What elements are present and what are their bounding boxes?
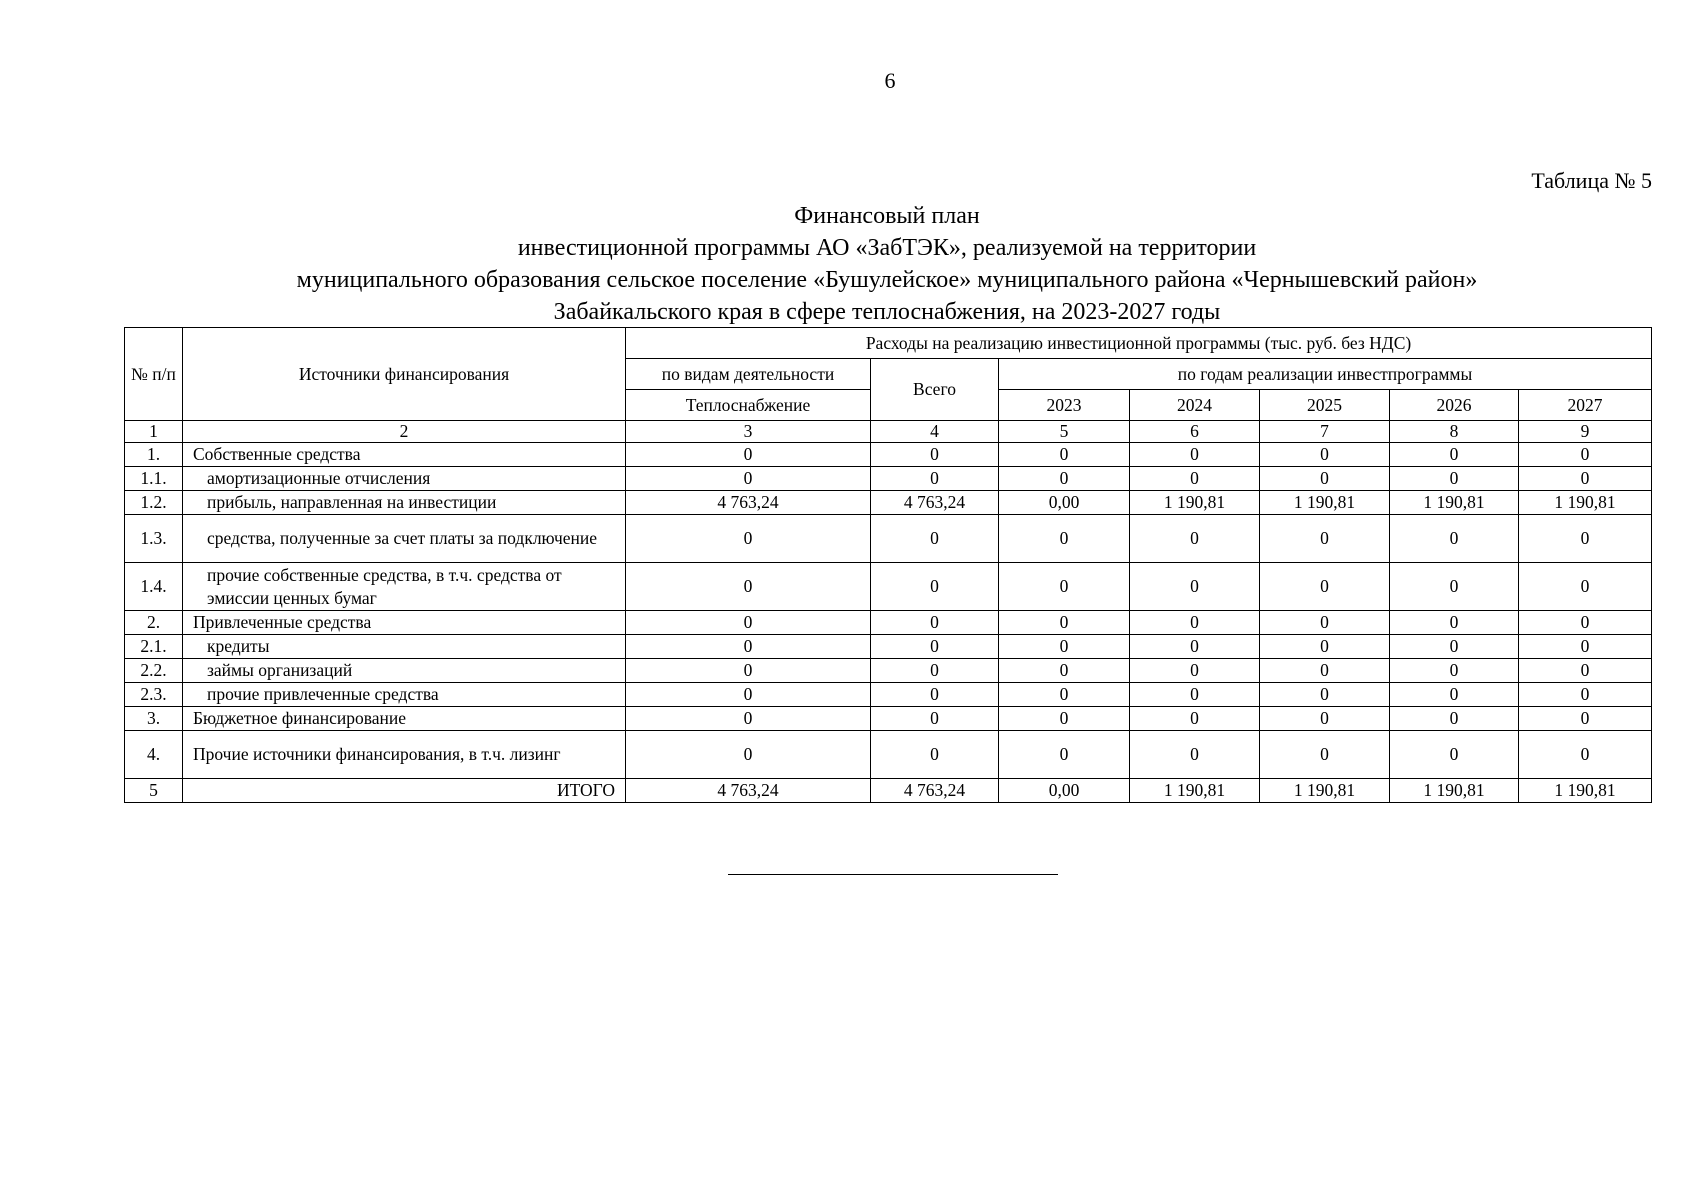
total-value-cell: 1 190,81 <box>1390 779 1519 803</box>
total-value-cell: 4 763,24 <box>626 779 871 803</box>
total-value-cell: 1 190,81 <box>1519 779 1652 803</box>
value-cell: 0 <box>1519 563 1652 611</box>
value-cell: 0 <box>1390 515 1519 563</box>
value-cell: 0,00 <box>999 491 1130 515</box>
value-cell: 0 <box>1519 683 1652 707</box>
header-year: 2025 <box>1260 390 1390 421</box>
value-cell: 0 <box>1519 659 1652 683</box>
value-cell: 0 <box>626 659 871 683</box>
value-cell: 0 <box>1260 443 1390 467</box>
header-expenses: Расходы на реализацию инвестиционной программы (тыс. руб. без НДС) <box>626 328 1652 359</box>
value-cell: 0 <box>1260 659 1390 683</box>
source-name: средства, полученные за счет платы за подключение <box>183 515 626 563</box>
value-cell: 1 190,81 <box>1130 491 1260 515</box>
end-divider <box>728 874 1058 875</box>
value-cell: 0 <box>1260 707 1390 731</box>
header-total: Всего <box>871 359 999 421</box>
column-number: 8 <box>1390 421 1519 443</box>
header-sources: Источники финансирования <box>183 328 626 421</box>
total-value-cell: 1 190,81 <box>1130 779 1260 803</box>
total-value-cell: 1 190,81 <box>1260 779 1390 803</box>
column-number: 2 <box>183 421 626 443</box>
value-cell: 0 <box>1130 635 1260 659</box>
value-cell: 0 <box>626 467 871 491</box>
value-cell: 1 190,81 <box>1519 491 1652 515</box>
value-cell: 0 <box>626 707 871 731</box>
value-cell: 0 <box>1519 635 1652 659</box>
column-number: 6 <box>1130 421 1260 443</box>
column-number: 1 <box>125 421 183 443</box>
table-label: Таблица № 5 <box>1531 168 1652 193</box>
table-row <box>125 611 1652 635</box>
value-cell: 0 <box>871 683 999 707</box>
value-cell: 0 <box>871 707 999 731</box>
row-number: 2.3. <box>125 683 183 707</box>
column-number: 7 <box>1260 421 1390 443</box>
value-cell: 0 <box>1260 635 1390 659</box>
source-name: прочие собственные средства, в т.ч. средства от эмиссии ценных бумаг <box>183 563 626 611</box>
row-number: 2.2. <box>125 659 183 683</box>
value-cell: 0 <box>626 563 871 611</box>
table-row <box>125 635 1652 659</box>
column-number: 9 <box>1519 421 1652 443</box>
header-by-years: по годам реализации инвестпрограммы <box>999 359 1652 390</box>
source-name: Привлеченные средства <box>183 611 626 635</box>
value-cell: 0 <box>1260 563 1390 611</box>
value-cell: 0 <box>999 443 1130 467</box>
table-row <box>125 467 1652 491</box>
value-cell: 0 <box>1390 731 1519 779</box>
value-cell: 0 <box>871 731 999 779</box>
value-cell: 0 <box>1260 515 1390 563</box>
row-number: 1.4. <box>125 563 183 611</box>
title-line: инвестиционной программы АО «ЗабТЭК», реализуемой на территории <box>517 235 1257 261</box>
value-cell: 0 <box>999 659 1130 683</box>
value-cell: 0 <box>1130 563 1260 611</box>
table-row <box>125 683 1652 707</box>
source-name: прочие привлеченные средства <box>183 683 626 707</box>
row-number: 1. <box>125 443 183 467</box>
value-cell: 0 <box>871 515 999 563</box>
value-cell: 0 <box>1130 659 1260 683</box>
value-cell: 0 <box>1390 467 1519 491</box>
column-number: 4 <box>871 421 999 443</box>
title-line: Забайкальского края в сфере теплоснабжения, на 2023-2027 годы <box>553 299 1221 325</box>
total-label: ИТОГО <box>183 779 626 803</box>
row-number: 5 <box>125 779 183 803</box>
value-cell: 0 <box>1130 707 1260 731</box>
value-cell: 0 <box>1390 683 1519 707</box>
source-name: амортизационные отчисления <box>183 467 626 491</box>
value-cell: 0 <box>1390 707 1519 731</box>
row-number: 2.1. <box>125 635 183 659</box>
value-cell: 0 <box>871 659 999 683</box>
value-cell: 0 <box>626 443 871 467</box>
source-name: прибыль, направленная на инвестиции <box>183 491 626 515</box>
header-year: 2023 <box>999 390 1130 421</box>
value-cell: 0 <box>1260 683 1390 707</box>
source-name: Прочие источники финансирования, в т.ч. лизинг <box>183 731 626 779</box>
source-name: Собственные средства <box>183 443 626 467</box>
value-cell: 0 <box>1390 443 1519 467</box>
header-year: 2026 <box>1390 390 1519 421</box>
table-row <box>125 659 1652 683</box>
column-number: 5 <box>999 421 1130 443</box>
column-number: 3 <box>626 421 871 443</box>
header-num: № п/п <box>125 328 183 421</box>
value-cell: 0 <box>999 611 1130 635</box>
total-value-cell: 0,00 <box>999 779 1130 803</box>
row-number: 1.3. <box>125 515 183 563</box>
title-line: муниципального образования сельское поселение «Бушулейское» муниципального района «Чернышевский район» <box>296 267 1478 293</box>
row-number: 2. <box>125 611 183 635</box>
value-cell: 0 <box>1390 659 1519 683</box>
financial-plan-table <box>124 327 1652 803</box>
value-cell: 0 <box>626 731 871 779</box>
value-cell: 0 <box>1519 731 1652 779</box>
value-cell: 0 <box>626 515 871 563</box>
table-row <box>125 443 1652 467</box>
source-name: Бюджетное финансирование <box>183 707 626 731</box>
table-row <box>125 707 1652 731</box>
value-cell: 1 190,81 <box>1390 491 1519 515</box>
value-cell: 0 <box>999 467 1130 491</box>
value-cell: 0 <box>999 563 1130 611</box>
value-cell: 0 <box>1130 467 1260 491</box>
value-cell: 0 <box>1130 611 1260 635</box>
table-row <box>125 515 1652 563</box>
value-cell: 0 <box>1519 515 1652 563</box>
value-cell: 4 763,24 <box>871 491 999 515</box>
value-cell: 0 <box>1130 731 1260 779</box>
value-cell: 0 <box>999 731 1130 779</box>
value-cell: 0 <box>1390 611 1519 635</box>
value-cell: 0 <box>1130 443 1260 467</box>
table-row <box>125 491 1652 515</box>
value-cell: 0 <box>999 707 1130 731</box>
header-heat-supply: Теплоснабжение <box>626 390 871 421</box>
title-line: Финансовый план <box>794 203 980 229</box>
table-row <box>125 731 1652 779</box>
total-value-cell: 4 763,24 <box>871 779 999 803</box>
page-number: 6 <box>884 68 896 93</box>
value-cell: 0 <box>1130 515 1260 563</box>
value-cell: 1 190,81 <box>1260 491 1390 515</box>
value-cell: 0 <box>871 467 999 491</box>
header-by-activity: по видам деятельности <box>626 359 871 390</box>
value-cell: 0 <box>1260 731 1390 779</box>
row-number: 1.2. <box>125 491 183 515</box>
source-name: займы организаций <box>183 659 626 683</box>
value-cell: 0 <box>626 635 871 659</box>
value-cell: 0 <box>1390 635 1519 659</box>
value-cell: 0 <box>871 443 999 467</box>
value-cell: 0 <box>1130 683 1260 707</box>
value-cell: 0 <box>871 635 999 659</box>
total-row <box>125 779 1652 803</box>
value-cell: 0 <box>1260 611 1390 635</box>
value-cell: 0 <box>626 611 871 635</box>
document-title <box>124 200 1650 328</box>
row-number: 4. <box>125 731 183 779</box>
value-cell: 0 <box>999 635 1130 659</box>
value-cell: 0 <box>1519 611 1652 635</box>
value-cell: 4 763,24 <box>626 491 871 515</box>
value-cell: 0 <box>999 515 1130 563</box>
value-cell: 0 <box>1260 467 1390 491</box>
value-cell: 0 <box>871 563 999 611</box>
row-number: 3. <box>125 707 183 731</box>
value-cell: 0 <box>1519 707 1652 731</box>
value-cell: 0 <box>999 683 1130 707</box>
value-cell: 0 <box>1519 443 1652 467</box>
header-year: 2024 <box>1130 390 1260 421</box>
value-cell: 0 <box>626 683 871 707</box>
value-cell: 0 <box>871 611 999 635</box>
header-year: 2027 <box>1519 390 1652 421</box>
row-number: 1.1. <box>125 467 183 491</box>
table-row <box>125 563 1652 611</box>
value-cell: 0 <box>1519 467 1652 491</box>
value-cell: 0 <box>1390 563 1519 611</box>
source-name: кредиты <box>183 635 626 659</box>
